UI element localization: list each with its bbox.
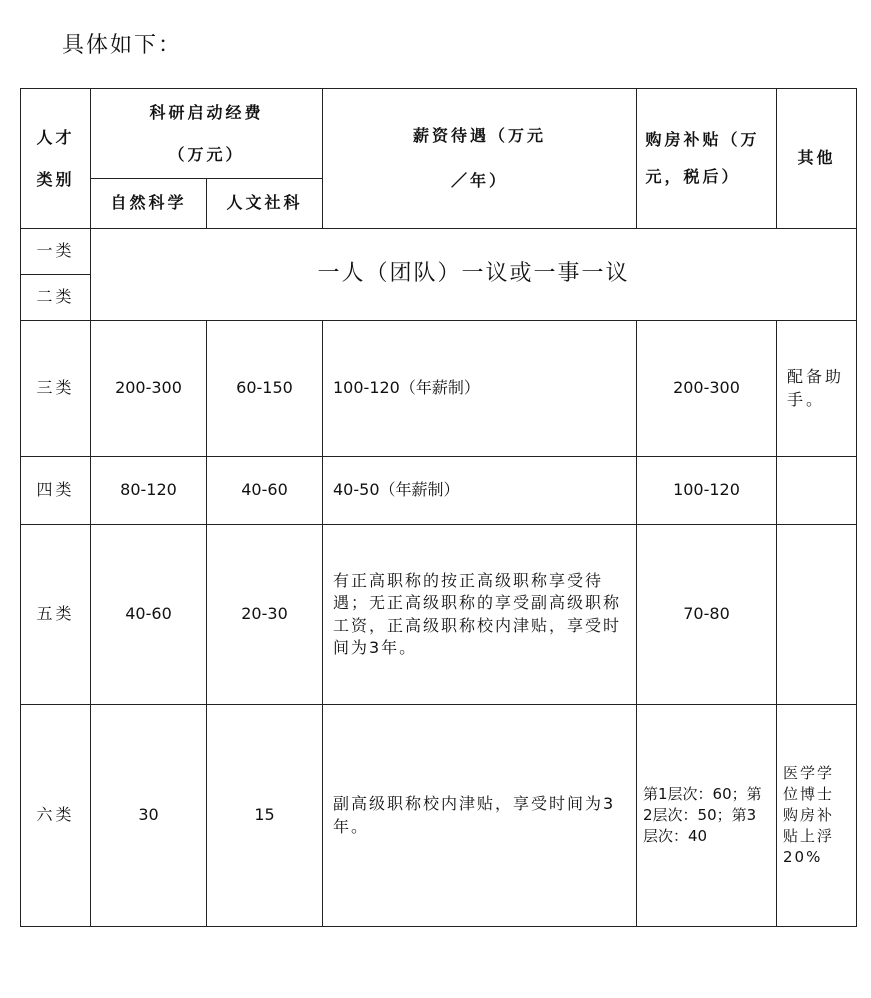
header-category: 人才类别 [21, 89, 91, 229]
natural-science-cell: 200-300 [91, 321, 207, 457]
housing-cell: 100-120 [637, 457, 777, 525]
housing-cell: 200-300 [637, 321, 777, 457]
header-startup-funding: 科研启动经费（万元） [91, 89, 323, 179]
natural-science-cell: 40-60 [91, 525, 207, 705]
humanities-cell: 40-60 [207, 457, 323, 525]
header-housing: 购房补贴（万元，税后） [637, 89, 777, 229]
other-cell: 配备助手。 [777, 321, 857, 457]
housing-cell: 70-80 [637, 525, 777, 705]
housing-cell: 第1层次：60；第2层次：50；第3层次：40 [637, 705, 777, 927]
header-other: 其他 [777, 89, 857, 229]
other-cell [777, 525, 857, 705]
header-natural-science: 自然科学 [91, 179, 207, 229]
merged-negotiation-cell: 一人（团队）一议或一事一议 [91, 229, 857, 321]
talent-table [20, 88, 857, 927]
humanities-cell: 20-30 [207, 525, 323, 705]
natural-science-cell: 80-120 [91, 457, 207, 525]
header-humanities: 人文社科 [207, 179, 323, 229]
salary-cell: 40-50（年薪制） [323, 457, 637, 525]
row-category: 一类 [21, 229, 91, 275]
salary-cell: 100-120（年薪制） [323, 321, 637, 457]
row-category: 五类 [21, 525, 91, 705]
row-category: 二类 [21, 275, 91, 321]
row-category: 六类 [21, 705, 91, 927]
header-salary: 薪资待遇（万元／年） [323, 89, 637, 229]
row-category: 四类 [21, 457, 91, 525]
intro-text: 具体如下： [62, 33, 183, 58]
humanities-cell: 15 [207, 705, 323, 927]
humanities-cell: 60-150 [207, 321, 323, 457]
salary-cell: 有正高职称的按正高级职称享受待遇；无正高级职称的享受副高级职称工资，正高级职称校内津贴，享受时间为3年。 [323, 525, 637, 705]
other-cell [777, 457, 857, 525]
other-cell: 医学学位博士购房补贴上浮20% [777, 705, 857, 927]
natural-science-cell: 30 [91, 705, 207, 927]
row-category: 三类 [21, 321, 91, 457]
salary-cell: 副高级职称校内津贴，享受时间为3年。 [323, 705, 637, 927]
